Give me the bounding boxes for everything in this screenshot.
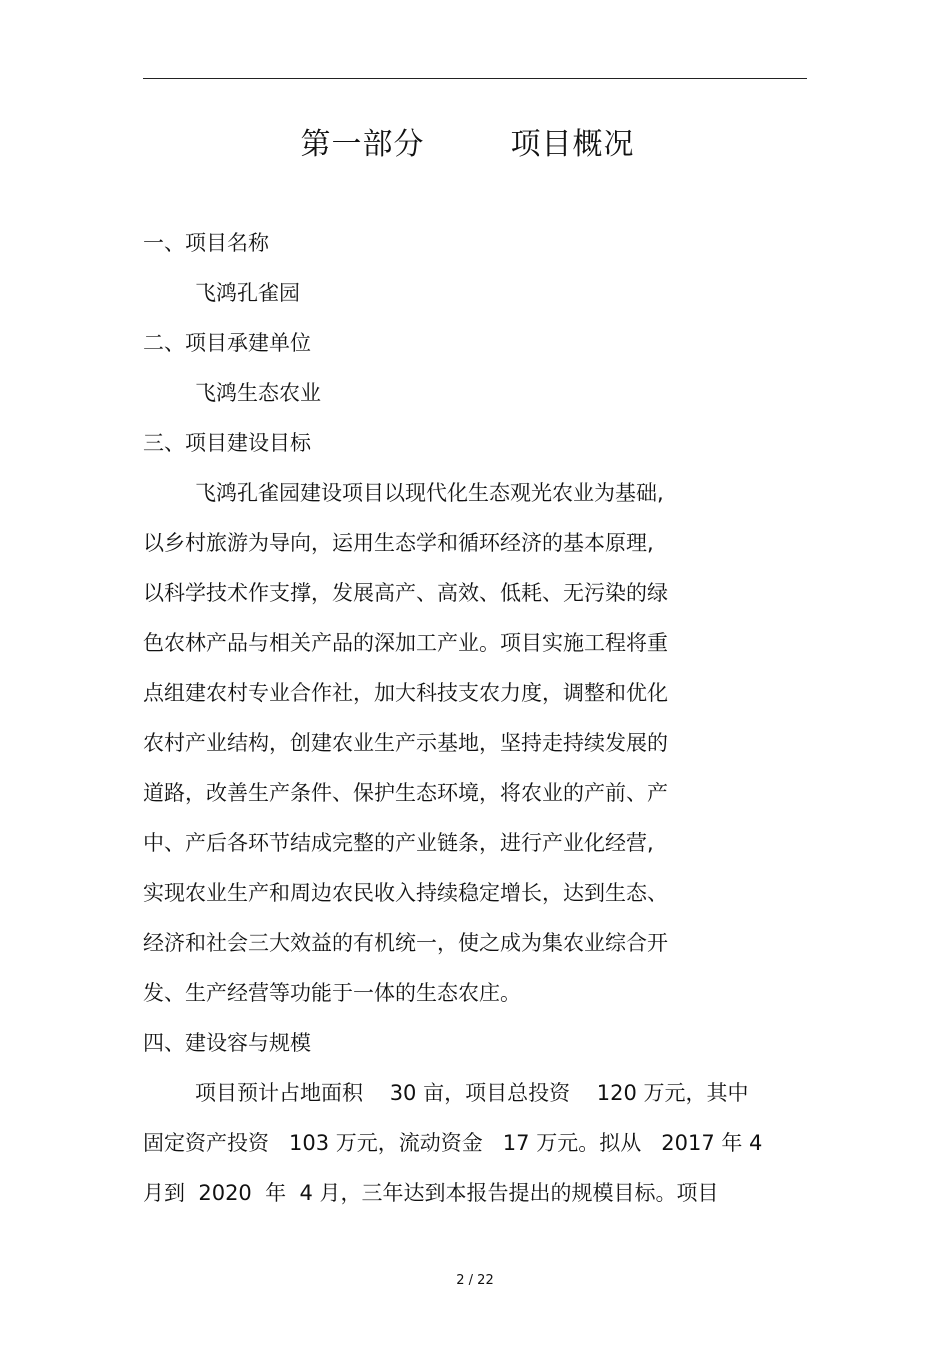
paragraph-line: 点组建农村专业合作社，加大科技支农力度，调整和优化 (143, 681, 668, 705)
section-heading-1: 一、项目名称 (143, 231, 269, 255)
paragraph-line: 道路，改善生产条件、保护生态环境，将农业的产前、产 (143, 781, 668, 805)
title-part: 第一部分 (300, 127, 425, 162)
title-name: 项目概况 (510, 127, 635, 162)
paragraph-line: 飞鸿孔雀园建设项目以现代化生态观光农业为基础, (195, 481, 664, 505)
paragraph-line: 中、产后各环节结成完整的产业链条，进行产业化经营, (143, 831, 654, 855)
paragraph-line: 项目预计占地面积 30 亩，项目总投资 120 万元，其中 (195, 1081, 749, 1105)
section-heading-3: 三、项目建设目标 (143, 431, 311, 455)
page-number: 2 / 22 (456, 1273, 494, 1288)
paragraph-line: 固定资产投资 103 万元，流动资金 17 万元。拟从 2017 年 4 (143, 1131, 763, 1155)
header-rule (143, 78, 807, 79)
paragraph-line: 以乡村旅游为导向，运用生态学和循环经济的基本原理, (143, 531, 654, 555)
paragraph-line: 实现农业生产和周边农民收入持续稳定增长，达到生态、 (143, 881, 668, 905)
construction-unit: 飞鸿生态农业 (195, 381, 321, 405)
project-name: 飞鸿孔雀园 (195, 281, 300, 305)
paragraph-line: 色农林产品与相关产品的深加工产业。项目实施工程将重 (143, 631, 668, 655)
paragraph-line: 以科学技术作支撑，发展高产、高效、低耗、无污染的绿 (143, 581, 668, 605)
page-title (0, 122, 935, 168)
paragraph-line: 月到 2020 年 4 月，三年达到本报告提出的规模目标。项目 (143, 1181, 719, 1205)
paragraph-line: 经济和社会三大效益的有机统一，使之成为集农业综合开 (143, 931, 668, 955)
section-heading-4: 四、建设容与规模 (143, 1031, 311, 1055)
paragraph-line: 发、生产经营等功能于一体的生态农庄。 (143, 981, 521, 1005)
paragraph-line: 农村产业结构，创建农业生产示基地，坚持走持续发展的 (143, 731, 668, 755)
section-heading-2: 二、项目承建单位 (143, 331, 311, 355)
